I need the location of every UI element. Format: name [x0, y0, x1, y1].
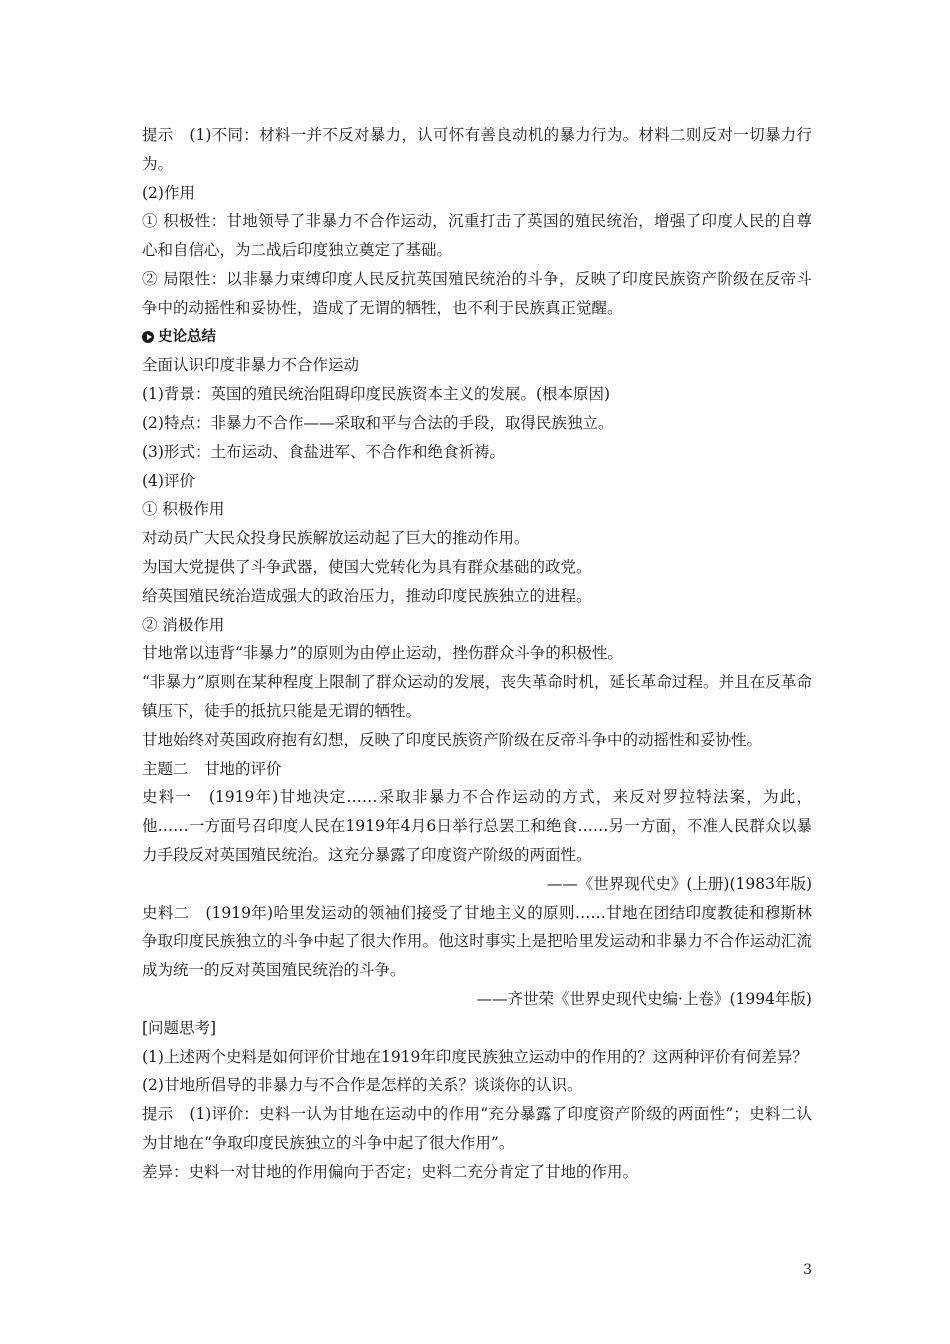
question-heading: [问题思考]	[142, 1018, 217, 1037]
question-item: (1)上述两个史料是如何评价甘地在1919年印度民族独立运动中的作用的？这两种评价有何差异？	[142, 1047, 808, 1066]
positive-paragraph: ① 积极性：甘地领导了非暴力不合作运动，沉重打击了英国的殖民统治，增强了印度人民的自尊心和自信心，为二战后印度独立奠定了基础。	[142, 212, 812, 260]
summary-line: 全面认识印度非暴力不合作运动	[142, 356, 360, 375]
document-body	[142, 121, 812, 1186]
page-number: 3	[803, 1262, 812, 1278]
summary-line: 甘地始终对英国政府抱有幻想，反映了印度民族资产阶级在反帝斗争中的动摇性和妥协性。	[142, 730, 763, 749]
answer-paragraph: 提示 (1)评价：史料一认为甘地在运动中的作用“充分暴露了印度资产阶级的两面性”；史料二认为甘地在“争取印度民族独立的斗争中起了很大作用”。	[142, 1105, 812, 1152]
summary-line: (2)特点：非暴力不合作——采取和平与合法的手段，取得民族独立。	[142, 413, 614, 432]
hint-paragraph: 提示 (1)不同：材料一并不反对暴力，认可怀有善良动机的暴力行为。材料二则反对一切暴力行为。	[142, 126, 812, 173]
difference-line: 差异：史料一对甘地的作用偏向于否定；史料二充分肯定了甘地的作用。	[142, 1162, 639, 1181]
limitation-paragraph: ② 局限性：以非暴力束缚印度人民反抗英国殖民统治的斗争，反映了印度民族资产阶级在反帝斗争中的动摇性和妥协性，造成了无谓的牺牲，也不利于民族真正觉醒。	[142, 269, 812, 317]
summary-line: (3)形式：土布运动、食盐进军、不合作和绝食祈祷。	[142, 442, 505, 461]
summary-line: 为国大党提供了斗争武器，使国大党转化为具有群众基础的政党。	[142, 557, 592, 576]
source-two-text: 史料二 (1919年)哈里发运动的领袖们接受了甘地主义的原则……甘地在团结印度教徒和穆斯林争取印度民族独立的斗争中起了很大作用。他这时事实上是把哈里发运动和非暴力不合作运动汇流成为统一的反对英国殖民统治的斗争。	[142, 903, 812, 980]
source-one-citation: ——《世界现代史》(上册)(1983年版)	[546, 874, 812, 893]
question-item: (2)甘地所倡导的非暴力与不合作是怎样的关系？谈谈你的认识。	[142, 1076, 583, 1095]
summary-paragraph: “非暴力”原则在某种程度上限制了群众运动的发展，丧失革命时机，延长革命过程。并且在反革命镇压下，徒手的抵抗只能是无谓的牺牲。	[142, 673, 812, 720]
section-title: 史论总结	[158, 328, 216, 345]
play-circle-icon	[142, 331, 154, 343]
summary-line: (1)背景：英国的殖民统治阻碍印度民族资本主义的发展。(根本原因)	[142, 385, 611, 404]
summary-line: ① 积极作用	[142, 500, 225, 519]
summary-line: ② 消极作用	[142, 615, 225, 634]
summary-line: 给英国殖民统治造成强大的政治压力，推动印度民族独立的进程。	[142, 586, 592, 605]
summary-line: 甘地常以违背“非暴力”的原则为由停止运动，挫伤群众斗争的积极性。	[142, 644, 623, 663]
summary-line: 对动员广大民众投身民族解放运动起了巨大的推动作用。	[142, 529, 530, 548]
source-one-text: 史料一 (1919年)甘地决定……采取非暴力不合作运动的方式，来反对罗拉特法案，为此，他……一方面号召印度人民在1919年4月6日举行总罢工和绝食……另一方面，不准人民群众以暴力手段反对英国殖民统治。这充分暴露了印度资产阶级的两面性。	[142, 788, 812, 864]
function-heading: (2)作用	[142, 183, 195, 202]
summary-line: (4)评价	[142, 471, 195, 490]
section-heading	[142, 323, 812, 352]
source-two-citation: ——齐世荣《世界史现代史编·上卷》(1994年版)	[476, 989, 812, 1008]
theme-title: 主题二 甘地的评价	[142, 759, 282, 778]
